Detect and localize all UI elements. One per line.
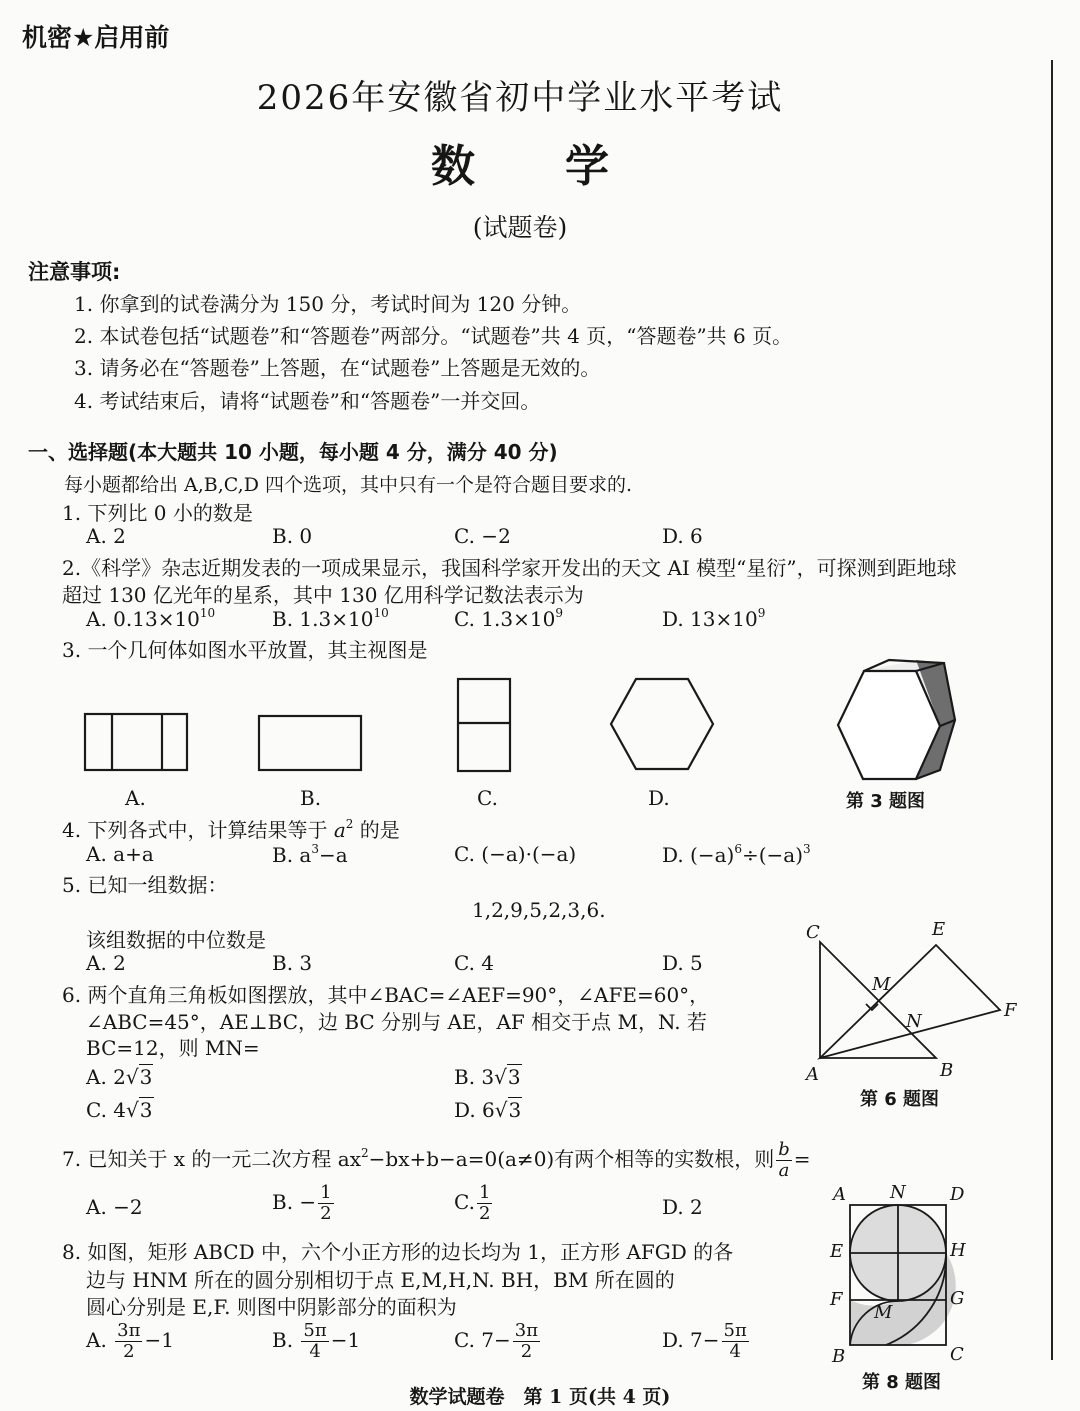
q5-data: 1,2,9,5,2,3,6.	[472, 898, 606, 922]
q8-point-d: D	[950, 1184, 965, 1205]
q8-option-a: A. $\frac{3\pi}{2}$ −1	[86, 1320, 174, 1362]
q6-option-b: B. 3√3	[454, 1065, 521, 1089]
q8-point-c: C	[950, 1344, 964, 1365]
q8-point-b: B	[832, 1346, 846, 1367]
q3-label-a: A.	[125, 786, 146, 810]
q6-point-b: B	[940, 1060, 954, 1081]
q2-stem: 2.《科学》杂志近期发表的一项成果显示，我国科学家开发出的天文 AI 模型“星衍”，可探测到距地球	[62, 556, 957, 580]
q5-option-d: D. 5	[662, 951, 703, 975]
q8-point-e: E	[830, 1241, 844, 1262]
q6-point-n: N	[906, 1011, 922, 1032]
q6-figure-caption: 第 6 题图	[860, 1089, 940, 1110]
q8-stem-cont1: 边与 HNM 所在的圆分别相切于点 E,M,H,N. BH，BM 所在圆的	[86, 1268, 675, 1292]
confidential-mark: 机密★启用前	[22, 23, 170, 52]
q7-option-d: D. 2	[662, 1195, 703, 1219]
section-description: 每小题都给出 A,B,C,D 四个选项，其中只有一个是符合题目要求的.	[64, 474, 633, 496]
q7-option-c: C. $\frac{1}{2}$	[454, 1182, 491, 1224]
q2-option-a: A. $0.13\times 10^{10}$	[86, 606, 216, 631]
q3-label-d: D.	[648, 786, 670, 810]
q6-option-a: A. 2√3	[86, 1065, 153, 1089]
q4-option-a: A. a+a	[86, 842, 154, 866]
note-item: 3. 请务必在“答题卷”上答题，在“试题卷”上答题是无效的。	[74, 356, 601, 380]
section-heading: 一、选择题(本大题共 10 小题，每小题 4 分，满分 40 分)	[28, 440, 558, 464]
q2-option-c: C. $1.3\times 10^9$	[454, 606, 563, 631]
q3-label-b: B.	[300, 786, 322, 810]
q4-stem: 4. 下列各式中，计算结果等于 $a^2$ 的是	[62, 817, 400, 842]
q8-point-f: F	[830, 1289, 843, 1310]
q5-stem-cont: 该组数据的中位数是	[86, 928, 266, 952]
q5-option-b: B. 3	[272, 951, 313, 975]
q4-option-d: D. $(-a)^6\div(-a)^3$	[662, 842, 811, 867]
q1-option-d: D. 6	[662, 524, 703, 548]
q2-stem-cont: 超过 130 亿光年的星系，其中 130 亿用科学记数法表示为	[62, 583, 584, 607]
q6-point-a: A	[806, 1064, 819, 1085]
q3-stem: 3. 一个几何体如图水平放置，其主视图是	[62, 638, 428, 662]
exam-title: 2026年安徽省初中学业水平考试	[256, 78, 784, 118]
q6-point-c: C	[806, 922, 820, 943]
q4-option-c: C. (−a)·(−a)	[454, 842, 577, 866]
q5-stem: 5. 已知一组数据：	[62, 873, 228, 897]
q1-option-c: C. −2	[454, 524, 511, 548]
q8-stem: 8. 如图，矩形 ABCD 中，六个小正方形的边长均为 1，正方形 AFGD 的各	[62, 1240, 734, 1264]
q6-point-e: E	[932, 919, 946, 940]
q8-point-g: G	[950, 1288, 965, 1309]
q3-figure-caption: 第 3 题图	[846, 791, 926, 812]
q8-option-c: C. 7− $\frac{3\pi}{2}$	[454, 1320, 539, 1362]
q8-stem-cont2: 圆心分别是 E,F. 则图中阴影部分的面积为	[86, 1295, 457, 1319]
q6-stem-cont1: ∠ABC=45°，AE⊥BC，边 BC 分别与 AE，AF 相交于点 M，N. 若	[86, 1010, 707, 1034]
note-item: 2. 本试卷包括“试题卷”和“答题卷”两部分。“试题卷”共 4 页，“答题卷”共 6 页。	[74, 324, 793, 348]
q7-option-b: B. − $\frac{1}{2}$	[272, 1182, 332, 1224]
notes-heading: 注意事项:	[28, 260, 121, 284]
q8-option-b: B. $\frac{5\pi}{4}$ −1	[272, 1320, 361, 1362]
q8-figure-caption: 第 8 题图	[862, 1372, 942, 1393]
q5-option-c: C. 4	[454, 951, 495, 975]
q6-stem: 6. 两个直角三角板如图摆放，其中∠BAC=∠AEF=90°，∠AFE=60°，	[62, 983, 710, 1007]
page-footer: 数学试题卷 第 1 页(共 4 页)	[409, 1386, 671, 1408]
q6-point-f: F	[1004, 1000, 1017, 1021]
q6-option-c: C. 4√3	[86, 1098, 153, 1122]
q1-option-a: A. 2	[86, 524, 126, 548]
q1-option-b: B. 0	[272, 524, 313, 548]
q6-option-d: D. 6√3	[454, 1098, 522, 1122]
q8-option-d: D. 7− $\frac{5\pi}{4}$	[662, 1320, 747, 1362]
note-item: 1. 你拿到的试卷满分为 150 分，考试时间为 120 分钟。	[74, 292, 582, 316]
note-item: 4. 考试结束后，请将“试题卷”和“答题卷”一并交回。	[74, 389, 541, 413]
paper-type: (试题卷)	[472, 213, 568, 242]
q8-point-m: M	[874, 1302, 893, 1323]
q2-option-b: B. $1.3\times 10^{10}$	[272, 606, 389, 631]
q6-point-m: M	[872, 974, 891, 995]
q8-point-h: H	[950, 1240, 966, 1261]
q1-stem: 1. 下列比 0 小的数是	[62, 501, 253, 525]
q7-stem: 7. 已知关于 x 的一元二次方程 $ax^2-bx+b-a=0(a\ne 0)$有两个相等的实数根，则 $\frac{b}{a}$ =	[62, 1139, 811, 1181]
q7-option-a: A. −2	[86, 1195, 143, 1219]
q2-option-d: D. $13\times 10^9$	[662, 606, 766, 631]
q3-label-c: C.	[477, 786, 498, 810]
subject-title: 数学	[431, 141, 699, 192]
q4-option-b: B. $a^3-a$	[272, 842, 348, 867]
q8-point-a: A	[833, 1184, 846, 1205]
q8-point-n: N	[890, 1182, 906, 1203]
q6-stem-cont2: BC=12，则 MN=	[86, 1036, 260, 1060]
q5-option-a: A. 2	[86, 951, 126, 975]
